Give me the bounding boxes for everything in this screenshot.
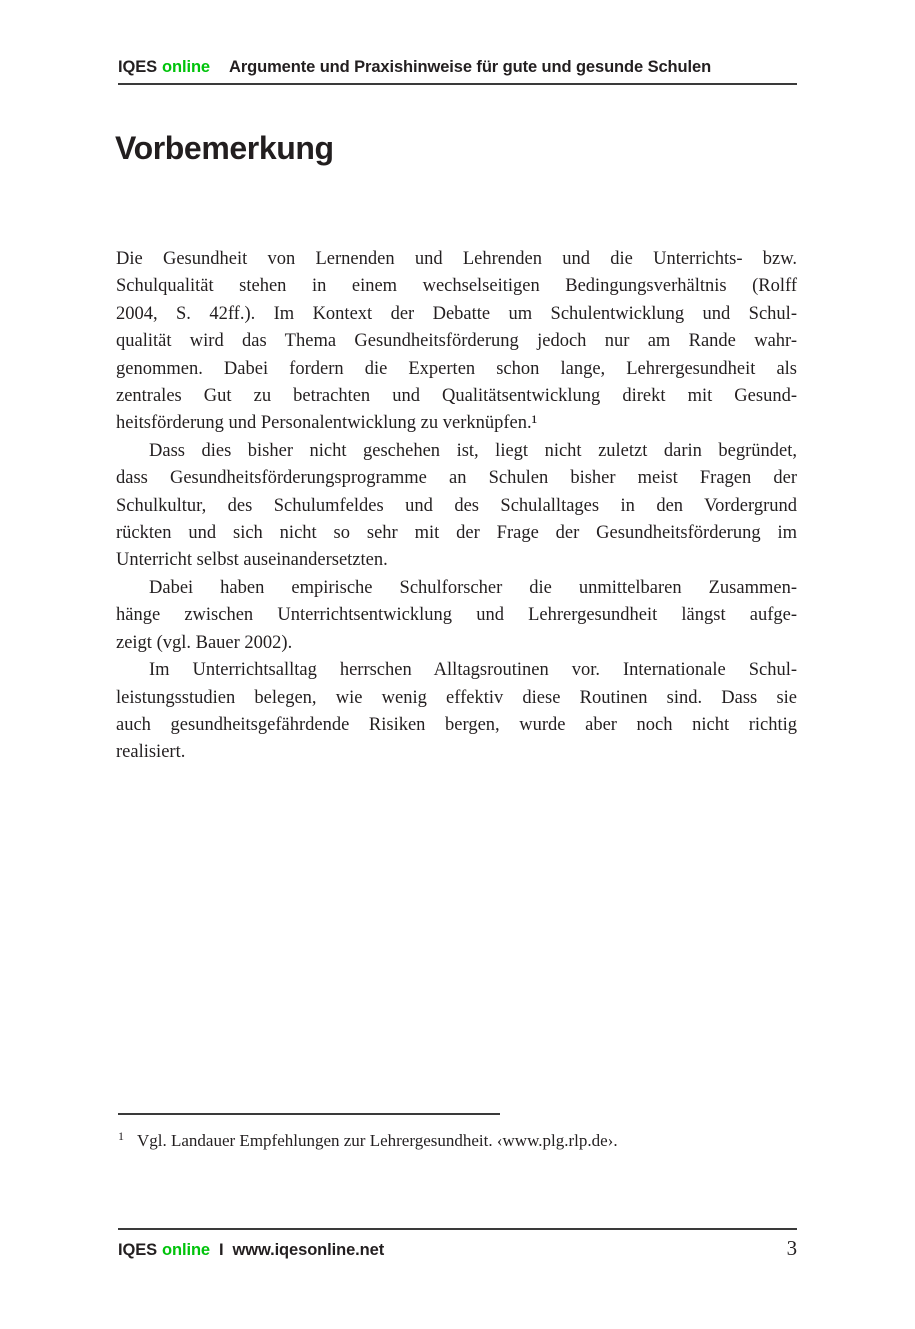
body-line: 2004, S. 42ff.). Im Kontext der Debatte um Schulentwicklung und Schul- <box>116 303 797 324</box>
footer-left <box>118 1241 384 1260</box>
footer-separator: I <box>219 1241 224 1259</box>
footnote <box>118 1125 797 1152</box>
body-line: genommen. Dabei fordern die Experten schon lange, Lehrergesundheit als <box>116 358 797 379</box>
body-line: qualität wird das Thema Gesundheitsförderung jedoch nur am Rande wahr- <box>116 331 797 352</box>
body-line: Schulkultur, des Schulumfeldes und des Schulalltages in den Vordergrund <box>116 495 797 516</box>
footer-brand-iqes: IQES <box>118 1241 158 1259</box>
body-text <box>116 246 797 767</box>
footnote-marker: 1 <box>118 1129 124 1143</box>
page-title: Vorbemerkung <box>115 130 334 166</box>
body-line: zeigt (vgl. Bauer 2002). <box>116 632 293 653</box>
header-doc-title: Argumente und Praxishinweise für gute und gesunde Schulen <box>229 58 712 76</box>
page-footer <box>118 1228 797 1261</box>
footnote-rule <box>118 1113 500 1115</box>
footer-url: www.iqesonline.net <box>232 1241 385 1259</box>
body-line: realisiert. <box>116 742 186 763</box>
body-line: Im Unterrichtsalltag herrschen Alltagsroutinen vor. Internationale Schul- <box>149 660 797 681</box>
body-line: Die Gesundheit von Lernenden und Lehrenden und die Unterrichts- bzw. <box>116 249 797 269</box>
body-line: Dabei haben empirische Schulforscher die unmittelbaren Zusammen- <box>149 577 797 598</box>
body-line: Schulqualität stehen in einem wechselseitigen Bedingungsverhältnis (Rolff <box>116 276 797 297</box>
body-line: leistungsstudien belegen, wie wenig effektiv diese Routinen sind. Dass sie <box>116 687 797 708</box>
body-line: auch gesundheitsgefährdende Risiken bergen, wurde aber noch nicht richtig <box>116 714 797 735</box>
footnote-text: Vgl. Landauer Empfehlungen zur Lehrergesundheit. ‹www.plg.rlp.de›. <box>137 1131 618 1150</box>
body-line: Dass dies bisher nicht geschehen ist, liegt nicht zuletzt darin begründet, <box>149 440 797 461</box>
body-line: rückten und sich nicht so sehr mit der Frage der Gesundheitsförderung im <box>116 523 797 544</box>
header-brand-iqes: IQES <box>118 58 158 76</box>
page-header <box>118 58 797 85</box>
body-line: hänge zwischen Unterrichtsentwicklung und Lehrergesundheit längst aufge- <box>116 605 797 626</box>
body-line: Unterricht selbst auseinandersetzten. <box>116 550 388 571</box>
body-line: heitsförderung und Personalentwicklung zu verknüpfen.¹ <box>116 413 538 434</box>
header-brand-online: online <box>162 58 211 76</box>
body-line: dass Gesundheitsförderungsprogramme an Schulen bisher meist Fragen der <box>116 468 797 489</box>
footer-brand-online: online <box>162 1241 211 1259</box>
body-line: zentrales Gut zu betrachten und Qualitätsentwicklung direkt mit Gesund- <box>116 386 797 407</box>
page-number: 3 <box>786 1236 797 1260</box>
